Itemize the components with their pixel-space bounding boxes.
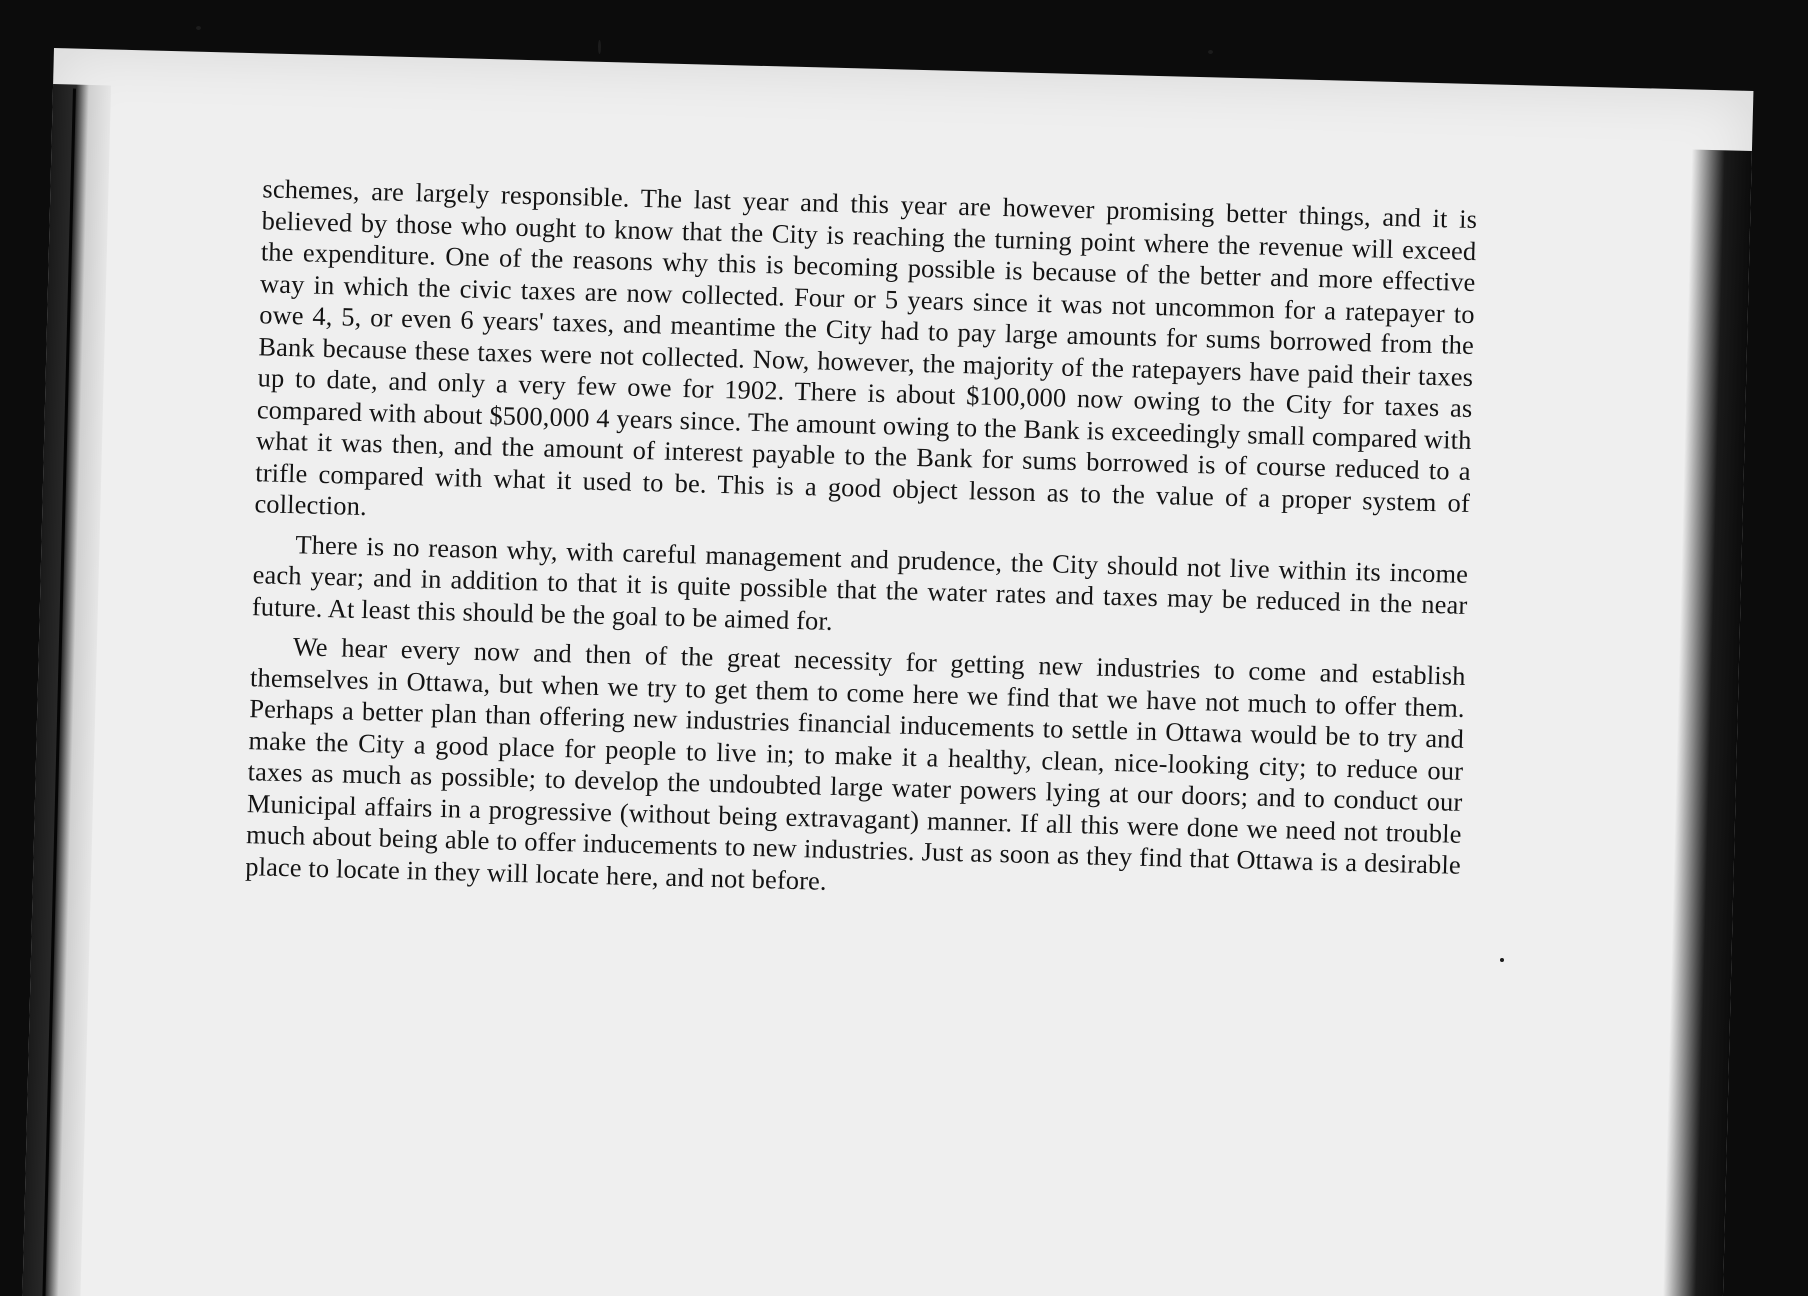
paragraph-taxes-collection: schemes, are largely responsible. The last year and this year are however promising better things, and it is believed by those who ought to know that the City is reaching the turning point where the revenue will exceed the expenditure. One of the reasons why this is becoming possible is because of the better and more effective way in which the civic taxes are now collected. Four or 5 years since it was not uncommon for a ratepayer to owe 4, 5, or even 6 years' taxes, and meantime the City had to pay large amounts for sums borrowed from the Bank because these taxes were not collected. Now, however, the majority of the ratepayers have paid their taxes up to date, and only a very few owe for 1902. There is about $100,000 now owing to the City for taxes as compared with about $500,000 4 years since. The amount owing to the Bank is exceedingly small compared with what it was then, and the amount of interest payable to the Bank for sums borrowed is of course reduced to a trifle compared with what it used to be. This is a good object lesson as to the value of a proper system of collection. (254, 173, 1478, 522)
scan-speck (196, 26, 201, 30)
page-text (245, 173, 1478, 913)
paragraph-new-industries: We hear every now and then of the great necessity for getting new industries to come and establish themselves in Ottawa, but when we try to get them to come here we find that we have not much to offer them. Perhaps a better plan than offering new industries financial inducements to settle in Ottawa would be to try and make the City a good place for people to live in; to make it a healthy, clean, nice-looking city; to reduce our taxes as much as possible; to develop the undoubted large water powers lying at our doors; and to conduct our Municipal affairs in a progressive (without being extravagant) manner. If all this were done we need not trouble much about being able to offer inducements to new industries. Just as soon as they find that Ottawa is a desirable place to locate in they will locate here, and not before. (244, 631, 1466, 896)
page-right-edge-shadow (1661, 149, 1752, 1296)
scan-speck (1208, 50, 1213, 54)
book-page (19, 48, 1754, 1296)
page-binding-shadow (21, 84, 111, 1296)
paragraph-city-income: There is no reason why, with careful management and prudence, the City should not live within its income each year; and in addition to that it is quite possible that the water rates and taxes may be reduced in the near future. At least this should be the goal to be aimed for. (251, 528, 1469, 636)
scan-speck (598, 40, 601, 54)
scan-speck (1500, 958, 1504, 962)
